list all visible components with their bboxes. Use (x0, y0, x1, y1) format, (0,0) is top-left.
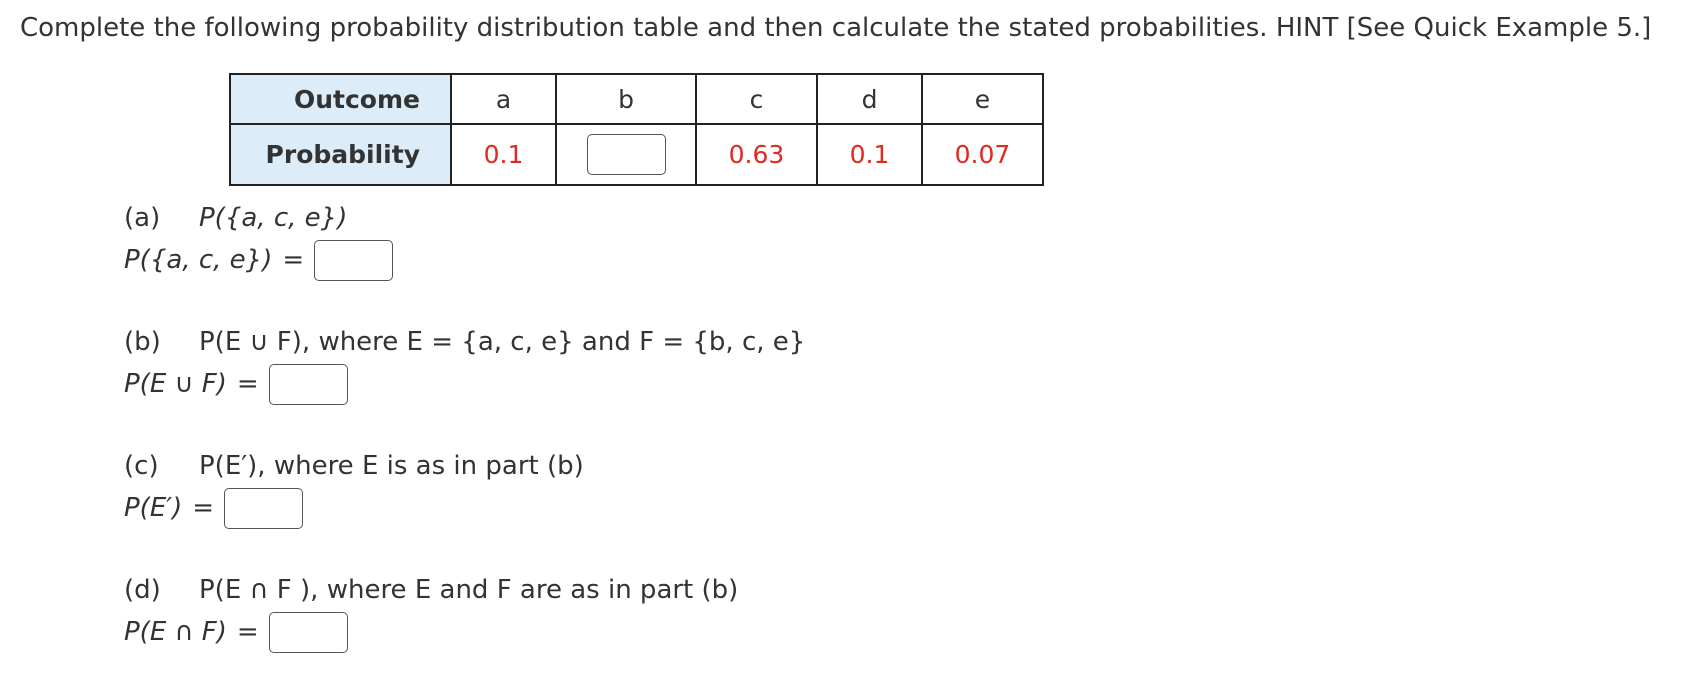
outcome-row (230, 74, 1043, 124)
part-d-question-text: P(E ∩ F ), where E and F are as in part (b) (199, 575, 739, 605)
hint-link[interactable]: HINT [See Quick Example 5.] (1275, 13, 1652, 43)
part-b-answer-input[interactable] (269, 364, 348, 405)
part-d (124, 572, 738, 653)
outcome-cell: b (556, 74, 696, 124)
probability-cell: 0.1 (817, 124, 922, 185)
outcome-cell: a (451, 74, 556, 124)
part-c-question (124, 448, 584, 484)
probability-input-cell (556, 124, 696, 185)
part-c-question-text: P(E′), where E is as in part (b) (199, 451, 584, 481)
part-a-answer-row (124, 240, 393, 281)
part-b (124, 324, 805, 405)
equals-sign: = (236, 369, 259, 399)
part-b-question-text: P(E ∪ F), where E = {a, c, e} and F = {b, c, e} (199, 327, 806, 357)
part-b-answer-row (124, 364, 805, 405)
probability-row (230, 124, 1043, 185)
instructions (20, 10, 1651, 46)
part-c-label: (c) (124, 451, 159, 481)
probability-header: Probability (230, 124, 451, 185)
part-c (124, 448, 584, 529)
outcome-cell: c (696, 74, 817, 124)
probability-distribution-table (229, 73, 1044, 186)
instructions-text: Complete the following probability distribution table and then calculate the stated probabilities. (20, 13, 1268, 43)
probability-b-input[interactable] (587, 134, 666, 175)
part-c-answer-row (124, 488, 584, 529)
outcome-cell: e (922, 74, 1043, 124)
part-a-answer-input[interactable] (314, 240, 393, 281)
probability-cell: 0.07 (922, 124, 1043, 185)
part-d-answer-label: P(E ∩ F) (124, 617, 227, 647)
part-b-answer-label: P(E ∪ F) (124, 369, 227, 399)
equals-sign: = (282, 245, 305, 275)
part-a-label: (a) (124, 203, 161, 233)
part-b-question (124, 324, 805, 360)
part-c-answer-label: P(E′) (124, 493, 183, 523)
part-d-question (124, 572, 738, 608)
part-a-answer-label: P({a, c, e}) (124, 245, 273, 275)
part-c-answer-input[interactable] (224, 488, 303, 529)
part-a (124, 200, 393, 281)
part-a-question-text: P({a, c, e}) (199, 203, 348, 233)
part-b-label: (b) (124, 327, 161, 357)
part-d-answer-row (124, 612, 738, 653)
equals-sign: = (192, 493, 215, 523)
probability-cell: 0.63 (696, 124, 817, 185)
equals-sign: = (236, 617, 259, 647)
outcome-header: Outcome (230, 74, 451, 124)
part-a-question (124, 200, 393, 236)
probability-cell: 0.1 (451, 124, 556, 185)
part-d-label: (d) (124, 575, 161, 605)
outcome-cell: d (817, 74, 922, 124)
part-d-answer-input[interactable] (269, 612, 348, 653)
